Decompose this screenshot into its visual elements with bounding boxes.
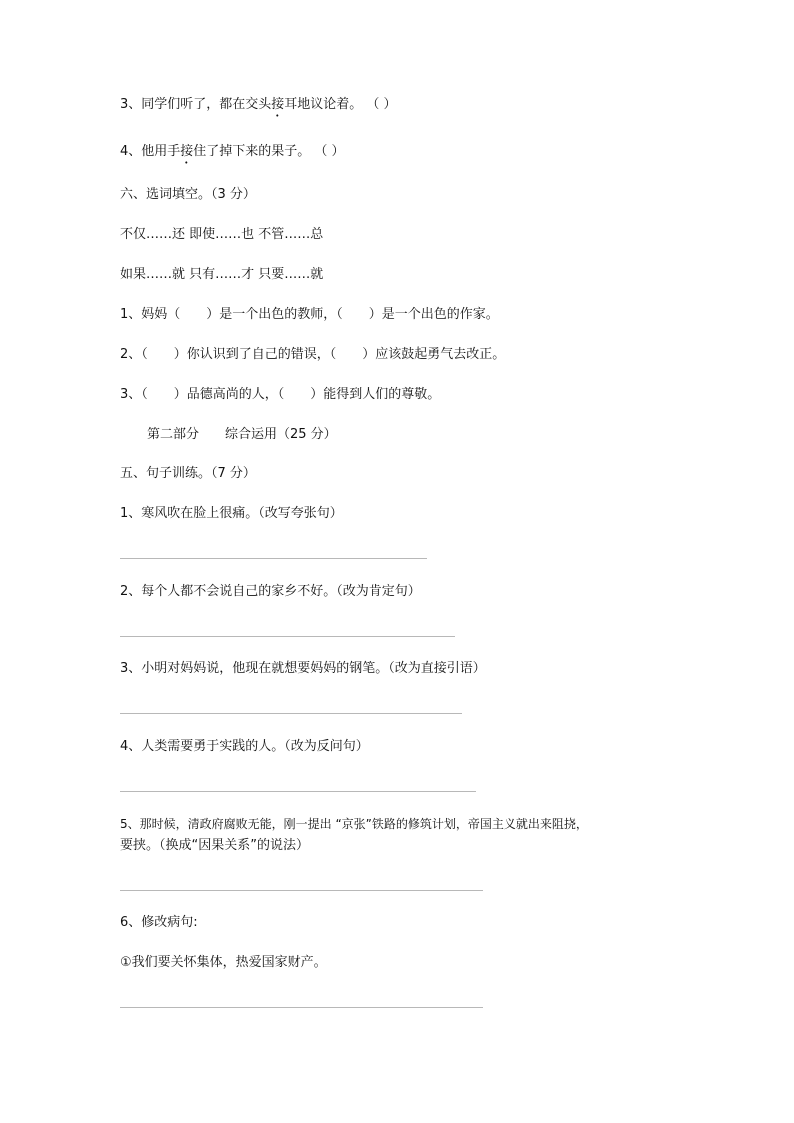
sentence-item-6-sub-1: ①我们要关怀集体，热爱国家财产。 bbox=[120, 955, 327, 970]
part-2-heading: 第二部分 综合运用（25 分） bbox=[147, 427, 337, 442]
sentence-item-5-line-1: 5、那时候，清政府腐败无能，刚一提出 “京张”铁路的修筑计划，帝国主义就出来阻挠， bbox=[120, 817, 588, 831]
answer-line-3[interactable] bbox=[120, 713, 462, 714]
question-3-word-usage: 3、同学们听了，都在交头接耳地议论着。 （ ） bbox=[120, 97, 397, 112]
fill-in-item-3: 3、（ ）品德高尚的人，（ ）能得到人们的尊敬。 bbox=[120, 387, 441, 402]
fill-in-item-2: 2、（ ）你认识到了自己的错误，（ ）应该鼓起勇气去改正。 bbox=[120, 347, 506, 362]
section-6-title: 六、选词填空。（3 分） bbox=[120, 187, 256, 202]
word-options-row-2: 如果……就 只有……才 只要……就 bbox=[120, 267, 324, 282]
answer-line-2[interactable] bbox=[120, 636, 455, 637]
answer-line-5[interactable] bbox=[120, 890, 483, 891]
section-5-title: 五、句子训练。（7 分） bbox=[120, 466, 256, 481]
emphasized-character: 接 bbox=[180, 144, 194, 159]
sentence-item-3: 3、小明对妈妈说，他现在就想要妈妈的钢笔。（改为直接引语） bbox=[120, 661, 486, 676]
question-4-word-usage: 4、他用手接住了掉下来的果子。 （ ） bbox=[120, 144, 345, 159]
answer-line-6[interactable] bbox=[120, 1007, 483, 1008]
word-options-row-1: 不仅……还 即使……也 不管……总 bbox=[120, 227, 324, 242]
sentence-item-4: 4、人类需要勇于实践的人。（改为反问句） bbox=[120, 739, 369, 754]
sentence-item-2: 2、每个人都不会说自己的家乡不好。（改为肯定句） bbox=[120, 584, 421, 599]
fill-in-item-1: 1、妈妈（ ）是一个出色的教师，（ ）是一个出色的作家。 bbox=[120, 307, 499, 322]
sentence-item-1: 1、寒风吹在脸上很痛。（改写夸张句） bbox=[120, 506, 343, 521]
answer-line-1[interactable] bbox=[120, 558, 427, 559]
emphasized-character: 接 bbox=[271, 97, 285, 112]
sentence-item-6-title: 6、修改病句: bbox=[120, 915, 198, 930]
sentence-item-5-line-2: 要挟。（换成“因果关系”的说法） bbox=[120, 838, 309, 853]
answer-line-4[interactable] bbox=[120, 791, 476, 792]
